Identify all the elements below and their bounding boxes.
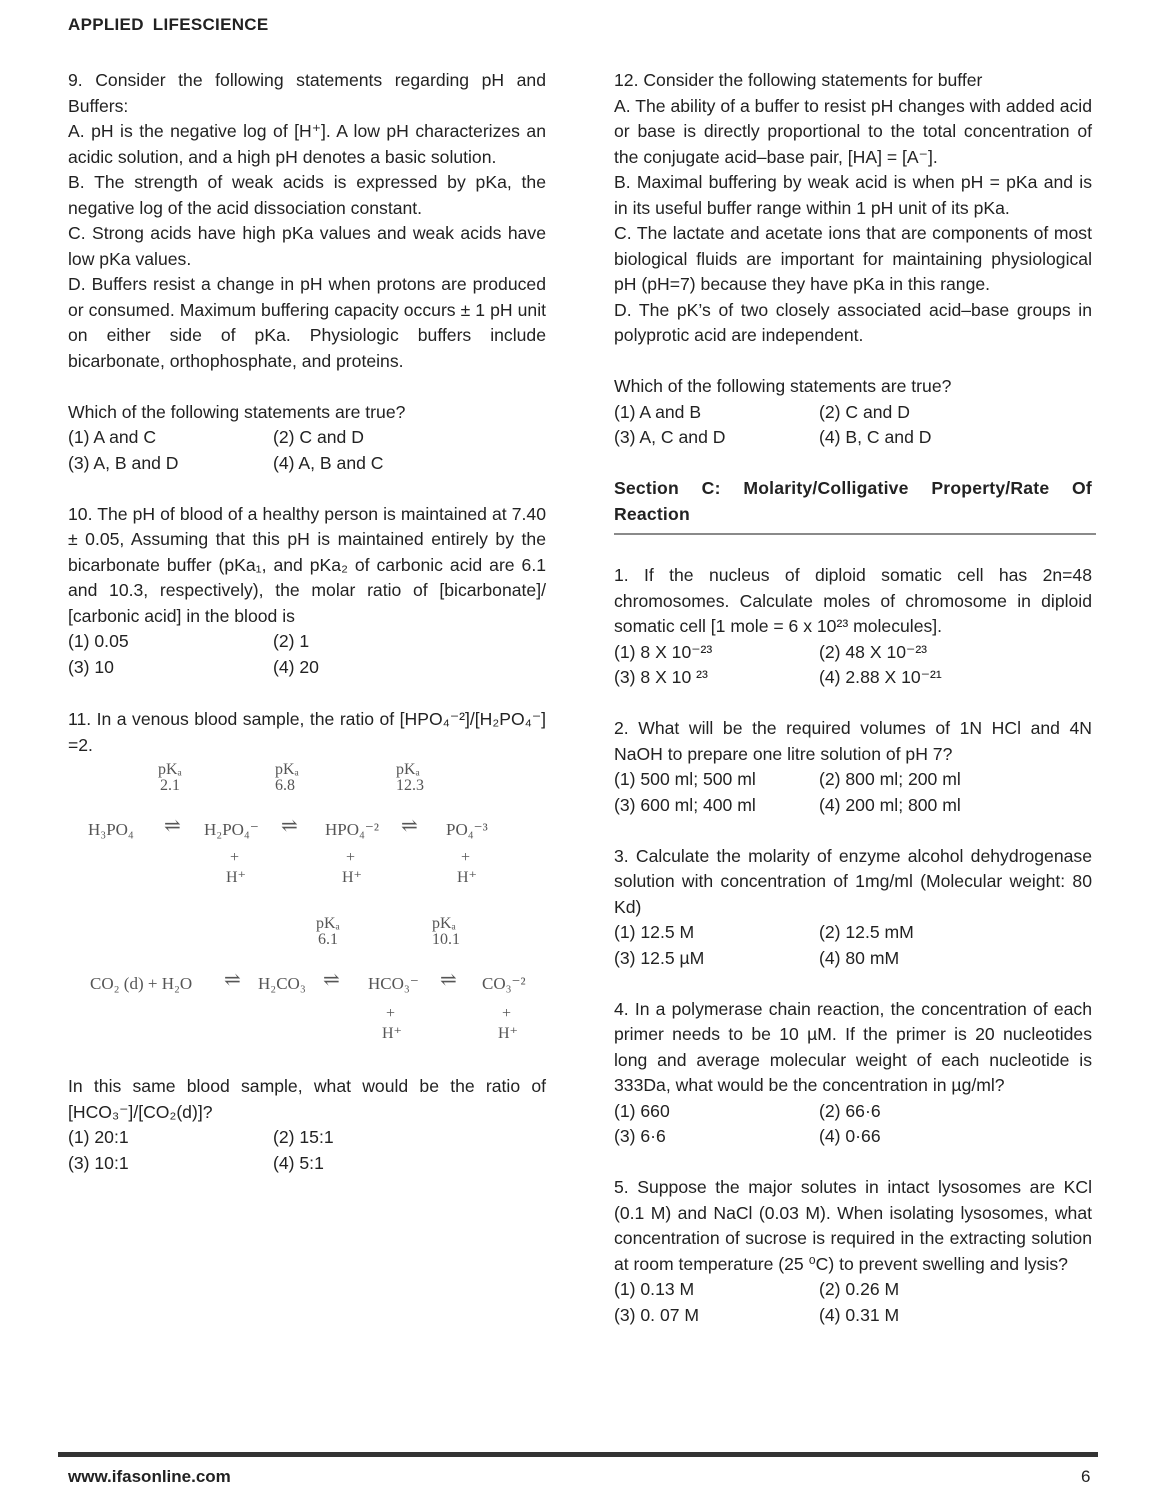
option-1: (1) 8 X 10⁻²³ <box>614 641 713 662</box>
option-4: (4) 0·66 <box>819 1126 881 1146</box>
option-4: (4) 0.31 M <box>819 1304 900 1325</box>
running-header: APPLIED LIFESCIENCE <box>68 15 269 34</box>
pka-label: pKₐ <box>432 915 456 932</box>
plus-sign: + <box>461 849 471 866</box>
question-s3 <box>614 844 1092 972</box>
option-1: (1) 12.5 M <box>614 922 695 942</box>
option-4: (4) B, C and D <box>819 427 932 447</box>
options-grid <box>614 640 1092 691</box>
equilibrium-arrow-icon: ⇌ <box>281 815 298 837</box>
question-prompt: Which of the following statements are true? <box>614 376 952 396</box>
pka-value: 2.1 <box>160 777 180 794</box>
species-h2co3: H₂CO₃ <box>258 974 306 993</box>
option-4: (4) 80 mM <box>819 947 900 968</box>
statement-a: A. The ability of a buffer to resist pH changes with added acid or base is directly proportional to the total concentration of the conjugate acid–base pair, [HA] = [A⁻]. <box>614 95 1092 167</box>
option-4: (4) 2.88 X 10⁻²¹ <box>819 667 942 687</box>
section-title: Section C: Molarity/Colligative Property/Rate Of Reaction <box>614 478 1092 524</box>
plus-sign: + <box>386 1005 396 1022</box>
equilibrium-arrow-icon: ⇌ <box>164 815 181 837</box>
proton: H⁺ <box>382 1025 402 1042</box>
statement-c: C. The lactate and acetate ions that are components of most biological fluids are important for maintaining physiological pH (pH=7) because they have pKa in this range. <box>614 223 1092 294</box>
option-2: (2) 12.5 mM <box>819 922 914 942</box>
options-grid <box>614 400 1092 451</box>
proton: H⁺ <box>457 869 477 886</box>
question-s5 <box>614 1175 1092 1328</box>
option-2: (2) 15:1 <box>273 1127 334 1147</box>
proton: H⁺ <box>342 869 362 886</box>
statement-d: D. The pK’s of two closely associated acid–base groups in polyprotic acid are independent. <box>614 299 1092 345</box>
option-1: (1) 660 <box>614 1100 670 1121</box>
option-2: (2) C and D <box>819 401 910 422</box>
left-column <box>68 68 546 1176</box>
option-2: (2) 800 ml; 200 ml <box>819 769 961 789</box>
options-grid <box>614 1277 1092 1328</box>
question-stem: 4. In a polymerase chain reaction, the concentration of each primer needs to be 10 µM. If the primer is 20 nucleotides long and average molecular weight of each nucleotide is 333Da, what would be the concentration in µg/ml? <box>614 998 1092 1095</box>
plus-sign: + <box>502 1005 512 1022</box>
option-4: (4) A, B and C <box>273 452 384 473</box>
question-stem: 1. If the nucleus of diploid somatic cell has 2n=48 chromosomes. Calculate moles of chromosome in diploid somatic cell [1 mole = 6 x 10²³ molecules]. <box>614 565 1092 636</box>
pka-label: pKₐ <box>275 761 299 778</box>
options-grid <box>614 920 1092 971</box>
question-prompt: Which of the following statements are true? <box>68 401 406 422</box>
option-1: (1) 20:1 <box>68 1127 129 1147</box>
buffer-equilibria-diagram <box>68 758 546 1074</box>
question-10 <box>68 502 546 681</box>
section-header <box>614 476 1092 535</box>
species-po4: PO₄⁻³ <box>446 820 488 839</box>
plus-sign: + <box>346 849 356 866</box>
species-co2-h2o: CO₂ (d) + H₂O <box>90 974 193 993</box>
option-1: (1) A and C <box>68 427 157 447</box>
plus-sign: + <box>230 849 240 866</box>
options-grid <box>68 629 546 680</box>
option-3: (3) 12.5 µM <box>614 947 705 968</box>
proton: H⁺ <box>498 1025 518 1042</box>
question-stem: 2. What will be the required volumes of 1N HCl and 4N NaOH to prepare one litre solution of pH 7? <box>614 718 1092 764</box>
option-1: (1) 0.13 M <box>614 1279 695 1299</box>
question-12 <box>614 68 1092 451</box>
equilibrium-arrow-icon: ⇌ <box>401 815 418 837</box>
options-grid <box>614 1099 1092 1150</box>
option-1: (1) 500 ml; 500 ml <box>614 769 756 789</box>
option-3: (3) 8 X 10 ²³ <box>614 667 708 687</box>
option-3: (3) 6·6 <box>614 1126 666 1146</box>
equilibrium-arrow-icon: ⇌ <box>323 969 340 991</box>
question-stem: 12. Consider the following statements for buffer <box>614 70 983 90</box>
statement-a: A. pH is the negative log of [H⁺]. A low pH characterizes an acidic solution, and a high pH denotes a basic solution. <box>68 121 546 167</box>
option-4: (4) 5:1 <box>273 1152 324 1173</box>
right-column <box>614 68 1092 1328</box>
question-stem: 5. Suppose the major solutes in intact lysosomes are KCl (0.1 M) and NaCl (0.03 M). When isolating lysosomes, what concentration of sucrose is required in the extracting solution at room temperature (25 ⁰C) to prevent swelling and lysis? <box>614 1177 1092 1274</box>
options-grid <box>614 767 1092 818</box>
option-3: (3) 0. 07 M <box>614 1304 700 1325</box>
option-3: (3) 10:1 <box>68 1152 129 1173</box>
question-stem: 10. The pH of blood of a healthy person is maintained at 7.40 ± 0.05, Assuming that this pH is maintained entirely by the bicarbonate buffer (pKa₁, and pKa₂ of carbonic acid are 6.1 and 10.3, respectively), the molar ratio of [bicarbonate]/ [carbonic acid] in the blood is <box>68 503 546 626</box>
option-1: (1) 0.05 <box>68 631 129 651</box>
footer-website-link[interactable]: www.ifasonline.com <box>68 1467 231 1486</box>
statement-c: C. Strong acids have high pKa values and weak acids have low pKa values. <box>68 223 546 269</box>
statement-b: B. The strength of weak acids is expressed by pKa, the negative log of the acid dissociation constant. <box>68 172 546 218</box>
pka-label: pKₐ <box>158 761 182 778</box>
options-grid <box>68 425 546 476</box>
option-3: (3) 600 ml; 400 ml <box>614 794 756 815</box>
question-11 <box>68 707 546 1176</box>
question-s4 <box>614 997 1092 1150</box>
option-4: (4) 200 ml; 800 ml <box>819 794 961 815</box>
question-s1 <box>614 563 1092 691</box>
option-2: (2) 48 X 10⁻²³ <box>819 641 928 662</box>
pka-value: 12.3 <box>396 777 424 794</box>
proton: H⁺ <box>226 869 246 886</box>
pka-label: pKₐ <box>396 761 420 778</box>
option-3: (3) 10 <box>68 656 114 677</box>
option-1: (1) A and B <box>614 401 702 422</box>
footer-divider <box>58 1452 1098 1457</box>
statement-b: B. Maximal buffering by weak acid is when pH = pKa and is in its useful buffer range within 1 pH unit of its pKa. <box>614 172 1092 218</box>
page-number: 6 <box>1081 1467 1091 1486</box>
option-2: (2) 0.26 M <box>819 1279 900 1299</box>
statement-d: D. Buffers resist a change in pH when protons are produced or consumed. Maximum buffering capacity occurs ± 1 pH unit on either side of pKa. Physiologic buffers include bicarbonate, orthophosphate, and proteins. <box>68 274 546 371</box>
option-2: (2) 66·6 <box>819 1100 881 1121</box>
question-stem: 9. Consider the following statements regarding pH and Buffers: <box>68 70 546 116</box>
question-stem: 11. In a venous blood sample, the ratio of [HPO₄⁻²]/[H₂PO₄⁻] =2. <box>68 709 546 755</box>
question-prompt: In this same blood sample, what would be the ratio of [HCO₃⁻]/[CO₂(d)]? <box>68 1076 546 1122</box>
option-4: (4) 20 <box>273 656 319 677</box>
equilibrium-arrow-icon: ⇌ <box>440 969 457 991</box>
species-hco3: HCO₃⁻ <box>368 974 419 993</box>
question-s2 <box>614 716 1092 818</box>
question-9 <box>68 68 546 476</box>
species-h3po4: H₃PO₄ <box>88 820 134 839</box>
species-co3: CO₃⁻² <box>482 974 526 993</box>
pka-value: 6.1 <box>318 931 338 948</box>
options-grid <box>68 1125 546 1176</box>
question-stem: 3. Calculate the molarity of enzyme alcohol dehydrogenase solution with concentration of 1mg/ml (Molecular weight: 80 Kd) <box>614 845 1092 917</box>
option-3: (3) A, B and D <box>68 452 179 473</box>
species-hpo4: HPO₄⁻² <box>325 820 380 839</box>
pka-value: 10.1 <box>432 931 460 948</box>
species-h2po4: H₂PO₄⁻ <box>204 820 259 839</box>
option-2: (2) 1 <box>273 631 310 651</box>
option-3: (3) A, C and D <box>614 427 726 447</box>
pka-label: pKₐ <box>316 915 340 932</box>
option-2: (2) C and D <box>273 427 364 447</box>
equilibrium-arrow-icon: ⇌ <box>224 969 241 991</box>
pka-value: 6.8 <box>275 777 295 794</box>
